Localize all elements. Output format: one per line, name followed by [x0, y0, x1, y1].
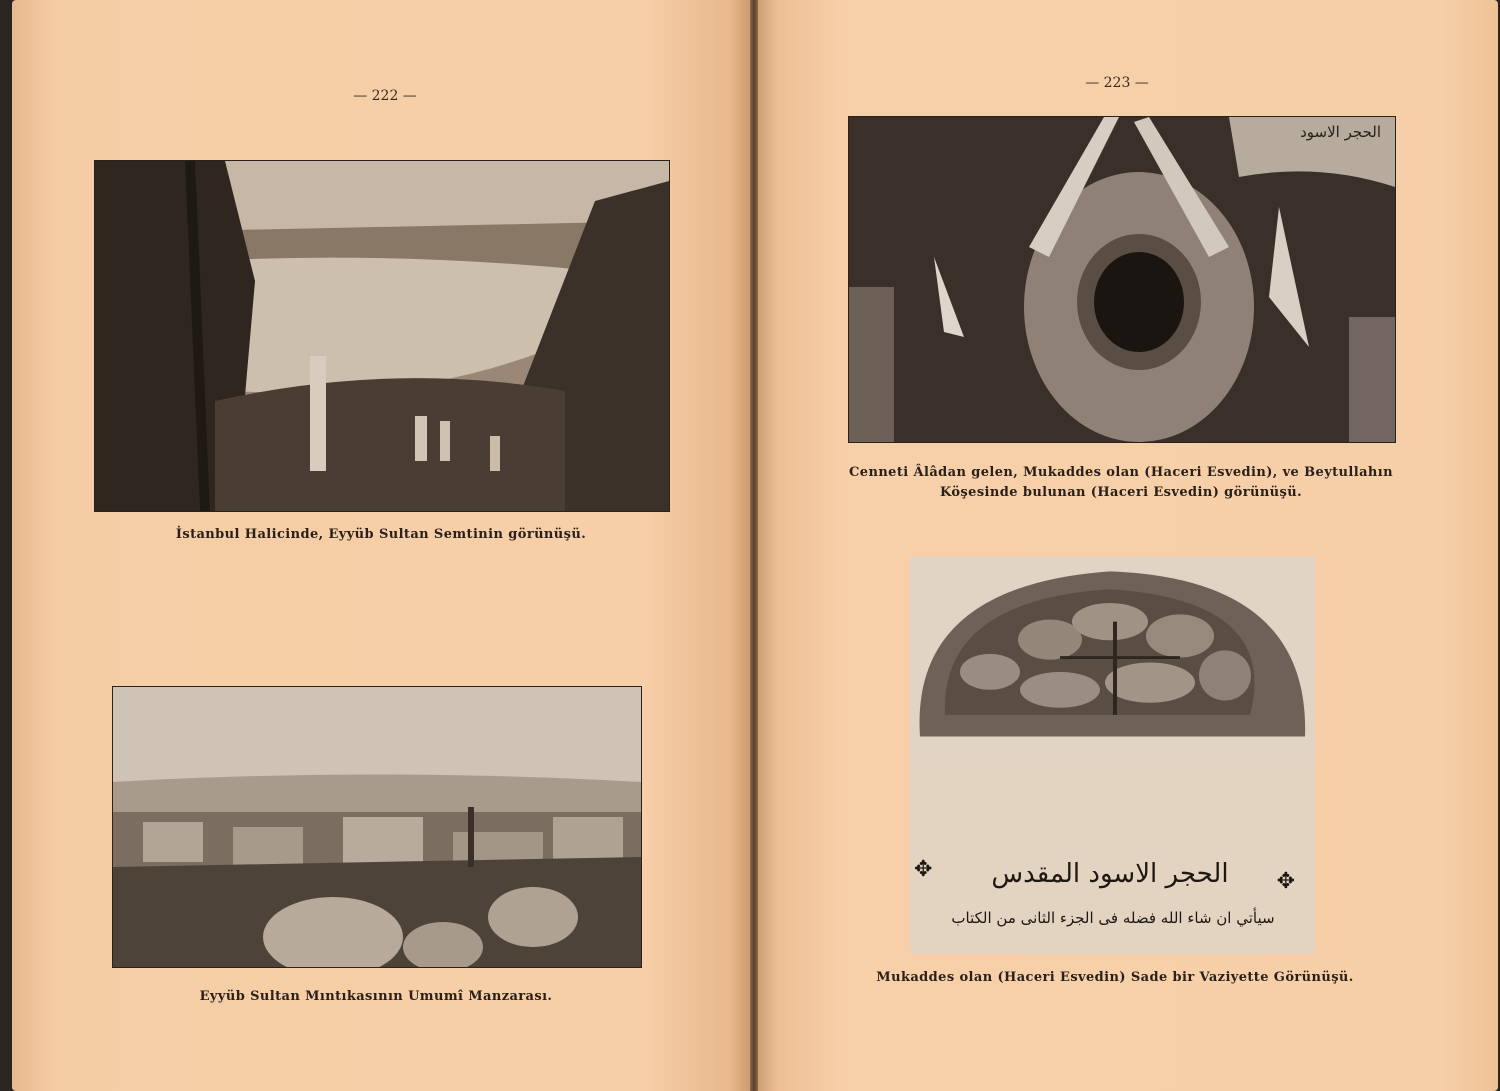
page-number-left: — 222 —: [353, 88, 417, 104]
caption-hajar-aswad-line1: Cenneti Âlâdan gelen, Mukaddes olan (Haceri Esvedin), ve Beytullahın: [849, 465, 1393, 480]
caption-hajar-aswad-plain: Mukaddes olan (Haceri Esvedin) Sade bir Vaziyette Görünüşü.: [876, 970, 1354, 985]
photo-eyup-golden-horn: [94, 160, 670, 512]
ornament-right-icon: ✥: [1276, 869, 1295, 894]
photo-hajar-aswad-plain: [910, 557, 1315, 954]
inscription-hajar-aswad: الحجر الاسود: [1300, 123, 1381, 141]
inscription-book-note: سيأتي ان شاء الله فضله فى الجزء الثانى من الكتاب: [951, 909, 1275, 927]
page-number-right: — 223 —: [1085, 75, 1149, 91]
photo-hajar-aswad-kaaba-corner: [848, 116, 1396, 443]
photo-eyup-panorama: [112, 686, 642, 968]
caption-eyup-panorama: Eyyüb Sultan Mıntıkasının Umumî Manzarası.: [199, 989, 553, 1004]
book-spine: [750, 0, 758, 1091]
caption-eyup-golden-horn: İstanbul Halicinde, Eyyüb Sultan Semtinin görünüşü.: [175, 527, 587, 542]
inscription-hajar-aswad-muqaddas: الحجر الاسود المقدس: [991, 859, 1229, 889]
caption-hajar-aswad-line2: Köşesinde bulunan (Haceri Esvedin) görünüşü.: [939, 485, 1303, 500]
ornament-left-icon: ✥: [914, 857, 933, 882]
